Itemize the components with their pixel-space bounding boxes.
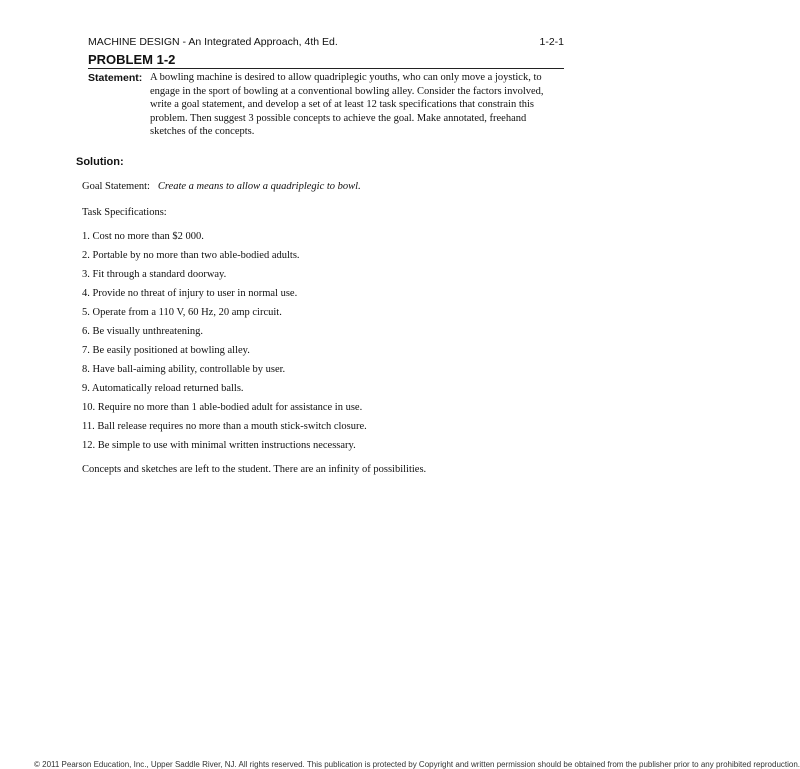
spec-item: 4. Provide no threat of injury to user in normal use. — [82, 288, 298, 299]
spec-item: 2. Portable by no more than two able-bodied adults. — [82, 250, 300, 261]
spec-item: 10. Require no more than 1 able-bodied adult for assistance in use. — [82, 402, 363, 413]
goal-label: Goal Statement: — [82, 181, 150, 192]
task-specifications-list — [82, 230, 367, 458]
spec-item: 8. Have ball-aiming ability, controllable by user. — [82, 364, 286, 375]
spec-item: 7. Be easily positioned at bowling alley. — [82, 345, 250, 356]
spec-item: 9. Automatically reload returned balls. — [82, 383, 244, 394]
task-specifications-label: Task Specifications: — [82, 207, 167, 218]
spec-item: 1. Cost no more than $2 000. — [82, 231, 204, 242]
goal-text: Create a means to allow a quadriplegic to bowl. — [157, 181, 361, 192]
page-number: 1-2-1 — [539, 36, 564, 48]
copyright-footer: © 2011 Pearson Education, Inc., Upper Saddle River, NJ. All rights reserved. This publication is protected by Copyright and written permission should be obtained from the publisher prior to any prohibited reproduction. — [34, 760, 800, 769]
spec-item: 5. Operate from a 110 V, 60 Hz, 20 amp circuit. — [82, 307, 282, 318]
spec-item: 3. Fit through a standard doorway. — [82, 269, 227, 280]
goal-statement — [82, 181, 361, 192]
spec-item: 6. Be visually unthreatening. — [82, 326, 204, 337]
problem-title: PROBLEM 1-2 — [88, 52, 564, 69]
book-title: MACHINE DESIGN - An Integrated Approach, 4th Ed. — [88, 36, 338, 48]
running-header — [88, 36, 564, 48]
solution-label: Solution: — [76, 156, 124, 168]
concepts-note: Concepts and sketches are left to the student. There are an infinity of possibilities. — [82, 464, 427, 475]
spec-item: 11. Ball release requires no more than a mouth stick-switch closure. — [82, 421, 367, 432]
statement-label: Statement: — [88, 72, 143, 84]
statement-text: A bowling machine is desired to allow quadriplegic youths, who can only move a joystick, to engage in the sport of bowling at a conventional bowling alley. Consider the factors involved, write a goal statement, and develop a set of at least 12 task specifications that constrain this problem. Then suggest 3 possible concepts to achieve the goal. Make annotated, freehand sketches of the concepts. — [150, 72, 544, 137]
spec-item: 12. Be simple to use with minimal written instructions necessary. — [82, 440, 356, 451]
